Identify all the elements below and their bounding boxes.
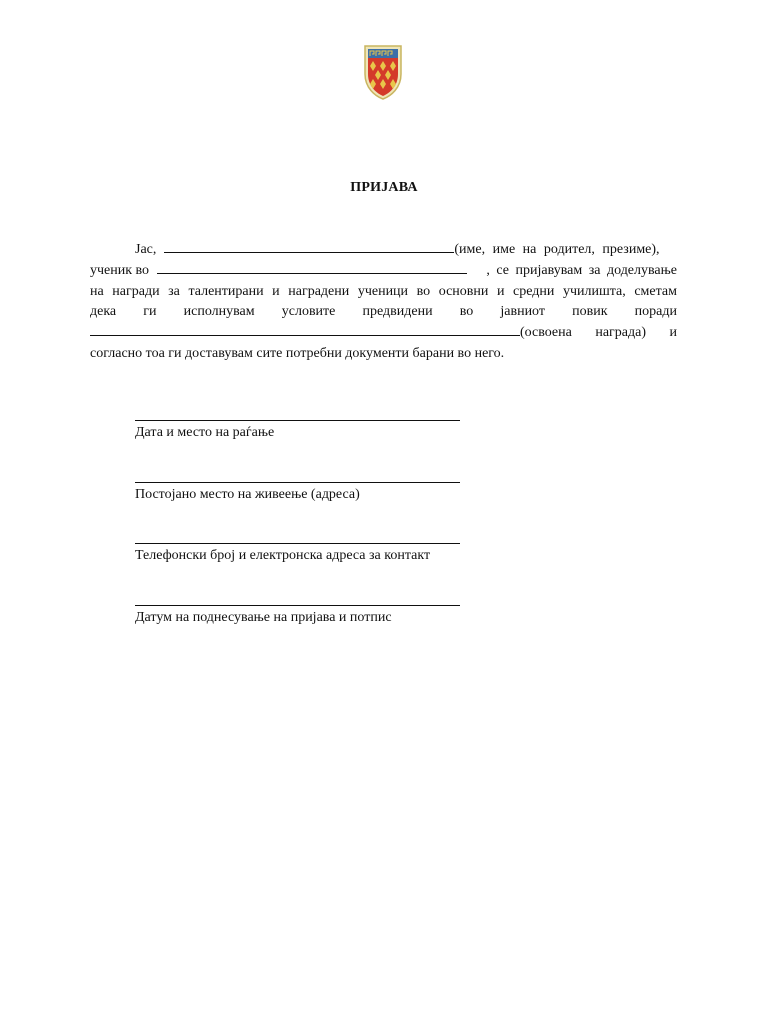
contact-label: Телефонски број и електронска адреса за контакт [135, 548, 431, 563]
contact-field[interactable] [135, 543, 460, 564]
birth-date-place-field[interactable] [135, 420, 460, 441]
signature-line [135, 420, 460, 421]
signature-line [135, 605, 460, 606]
line4-word: во [459, 304, 474, 320]
paragraph-line-3: на награди за талентирани и наградени ученици во основни и средни училишта, сметам [90, 283, 677, 299]
line4-word: предвидени [362, 304, 433, 320]
paragraph-line-2 [90, 261, 677, 282]
application-paragraph [90, 240, 677, 365]
line4-word: повик [572, 304, 608, 320]
coat-of-arms-logo [363, 44, 403, 100]
line5-end [520, 323, 677, 344]
line1-end [454, 240, 677, 261]
line4-word: поради [634, 304, 677, 320]
line6-text: согласно тоа ги доставувам сите потребни документи барани во него. [90, 345, 505, 361]
paragraph-line-4 [90, 302, 677, 323]
award-blank[interactable] [90, 323, 520, 336]
line4-word: јавниот [500, 304, 545, 320]
school-blank[interactable] [157, 261, 467, 274]
document-title: ПРИЈАВА [350, 180, 418, 195]
line5-word: (освоена [520, 325, 572, 341]
line4-word: дека [90, 304, 117, 320]
line1-start: Јас, [135, 242, 157, 257]
paragraph-line-1 [90, 240, 677, 261]
birth-date-place-label: Дата и место на раѓање [135, 425, 275, 440]
signature-line [135, 482, 460, 483]
date-signature-label: Датум на поднесување на пријава и потпис [135, 610, 392, 625]
line2-start: ученик во [90, 262, 150, 278]
line1-end-text: (име, име на родител, презиме), [454, 242, 660, 257]
paragraph-line-6 [90, 344, 677, 365]
line5-word: и [669, 325, 677, 341]
line4-word: исполнувам [183, 304, 255, 320]
line5-word: награда) [595, 325, 646, 341]
address-field[interactable] [135, 482, 460, 503]
line2-end: , се пријавувам за доделување [486, 262, 677, 278]
signature-line [135, 543, 460, 544]
name-blank[interactable] [164, 240, 454, 253]
line4-word: ги [143, 304, 157, 320]
paragraph-line-5 [90, 323, 677, 344]
line4-word: условите [281, 304, 336, 320]
address-label: Постојано место на живеење (адреса) [135, 487, 360, 502]
date-signature-field[interactable] [135, 605, 460, 626]
